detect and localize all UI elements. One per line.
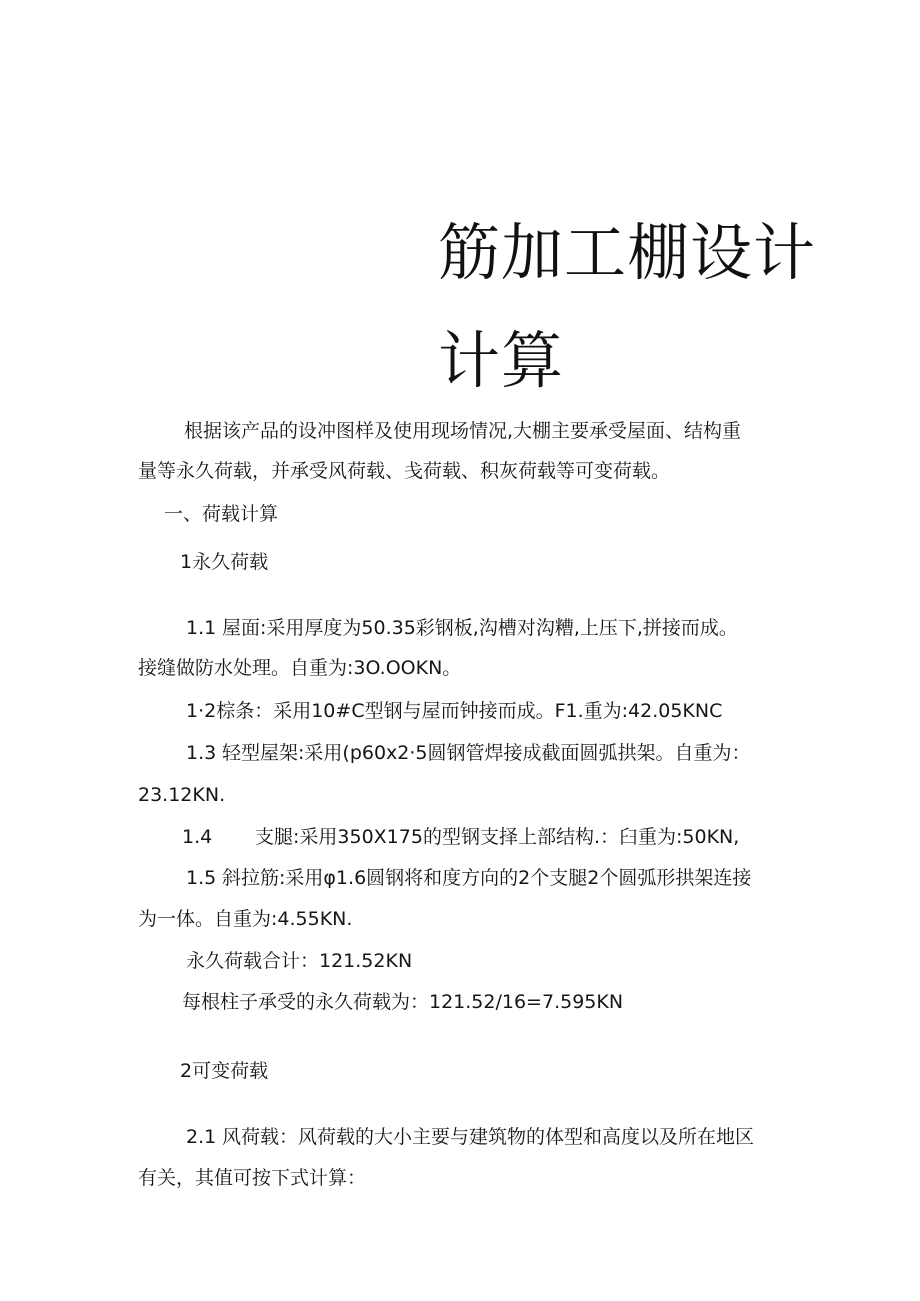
item-1-5-number: 1.5 [186, 867, 217, 889]
item-1-5-line-1: 斜拉筋:采用φ1.6圆钢将和度方向的2个支腿2个圆弧形拱架连接 [222, 867, 752, 889]
item-1-5-line-2: 为一体。自重为:4.55KN. [138, 908, 353, 930]
per-column-permanent-load: 每根柱子承受的永久荷载为：121.52/16=7.595KN [182, 991, 624, 1013]
item-1-4-number: 1.4 [182, 826, 213, 848]
intro-paragraph-line-1: 根据该产品的设冲图样及使用现场情况,大棚主要承受屋面、结构重 [184, 420, 742, 442]
item-2-1-line-1: 风荷载：风荷载的大小主要与建筑物的体型和高度以及所在地区 [222, 1126, 755, 1148]
item-1-1-line-1: 屋面:采用厚度为50.35彩钢板,沟槽对沟糟,上压下,拼接而成。 [222, 617, 738, 639]
item-2-1-line-2: 有关，其值可按下式计算： [138, 1167, 367, 1189]
item-1-3-line-1: 轻型屋架:采用(p60x2·5圆钢管焊接成截面圆弧拱架。自重为： [222, 742, 751, 764]
item-1-2-line: 1·2棕条：采用10#C型钢与屋而钟接而成。F1.重为:42.05KNC [186, 700, 723, 722]
section-heading-load-calculation: 一、荷载计算 [164, 503, 279, 525]
item-1-3-line-2: 23.12KN. [138, 784, 226, 806]
permanent-load-total: 永久荷载合计：121.52KN [186, 950, 413, 972]
intro-paragraph-line-2: 量等永久荷载，并承受风荷载、戋荷载、积灰荷载等可变荷载。 [138, 460, 671, 482]
item-1-1-number: 1.1 [186, 617, 217, 639]
item-1-3-number: 1.3 [186, 742, 217, 764]
document-title-line-2: 计算 [438, 324, 565, 397]
document-title-line-1: 筋加工棚设计 [438, 216, 817, 289]
item-2-1-number: 2.1 [186, 1126, 217, 1148]
item-1-4-line-1: 支腿:采用350X175的型钢支择上部结构.：臼重为:50KN, [255, 826, 740, 848]
subsection-heading-permanent-load: 1永久荷载 [180, 551, 269, 573]
item-1-1-line-2: 接缝做防水处理。自重为:3O.OOKN。 [138, 657, 462, 679]
subsection-heading-variable-load: 2可变荷载 [180, 1060, 269, 1082]
